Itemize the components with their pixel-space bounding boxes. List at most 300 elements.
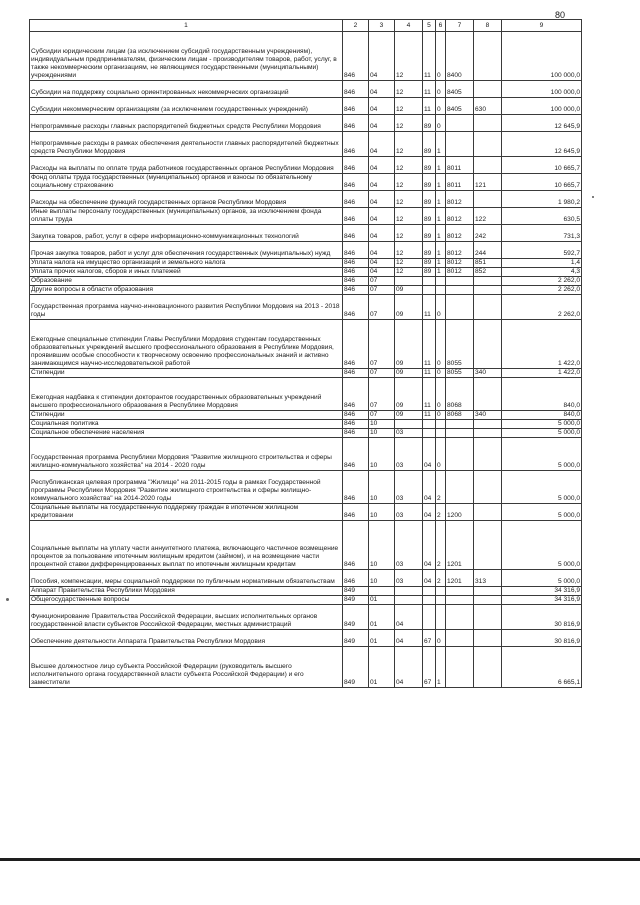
expense-type-cell: 244: [474, 242, 502, 259]
column-header: 2: [343, 20, 369, 32]
program-code-cell: [423, 429, 436, 438]
target-item-cell: 8012: [446, 208, 474, 225]
subprogram-code-cell: 1: [436, 174, 446, 191]
admin-code-cell: 846: [343, 504, 369, 521]
table-row: [30, 596, 582, 605]
column-header: 4: [395, 20, 423, 32]
expense-type-cell: [474, 429, 502, 438]
program-code-cell: 11: [423, 81, 436, 98]
amount-cell: 100 000,0: [502, 81, 582, 98]
target-item-cell: 8400: [446, 32, 474, 81]
amount-cell: 5 000,0: [502, 471, 582, 504]
section-code-cell: 04: [369, 208, 395, 225]
column-header: 9: [502, 20, 582, 32]
subsection-code-cell: 09: [395, 320, 423, 369]
subsection-code-cell: 03: [395, 504, 423, 521]
expense-type-cell: [474, 81, 502, 98]
program-code-cell: [423, 605, 436, 630]
subsection-code-cell: 03: [395, 438, 423, 471]
item-name-cell: Социальное обеспечение населения: [30, 429, 343, 438]
subsection-code-cell: [395, 420, 423, 429]
item-name-cell: Другие вопросы в области образования: [30, 286, 343, 295]
target-item-cell: [446, 596, 474, 605]
program-code-cell: 89: [423, 208, 436, 225]
program-code-cell: 89: [423, 132, 436, 157]
expense-type-cell: [474, 295, 502, 320]
item-name-cell: Обеспечение деятельности Аппарата Правительства Республики Мордовия: [30, 630, 343, 647]
target-item-cell: [446, 438, 474, 471]
column-header: 5: [423, 20, 436, 32]
section-code-cell: 04: [369, 268, 395, 277]
amount-cell: 30 816,9: [502, 605, 582, 630]
amount-cell: 630,5: [502, 208, 582, 225]
item-name-cell: Субсидии некоммерческим организациям (за исключением государственных учреждений): [30, 98, 343, 115]
target-item-cell: [446, 295, 474, 320]
subsection-code-cell: 04: [395, 605, 423, 630]
subprogram-code-cell: 0: [436, 81, 446, 98]
expense-type-cell: [474, 647, 502, 688]
table-row: [30, 378, 582, 411]
subsection-code-cell: 03: [395, 570, 423, 587]
admin-code-cell: 846: [343, 132, 369, 157]
item-name-cell: Стипендии: [30, 411, 343, 420]
subprogram-code-cell: 0: [436, 369, 446, 378]
section-code-cell: 07: [369, 411, 395, 420]
target-item-cell: [446, 420, 474, 429]
target-item-cell: 8012: [446, 268, 474, 277]
item-name-cell: Расходы на выплаты по оплате труда работников государственных органов Республики Мордовия: [30, 157, 343, 174]
subprogram-code-cell: [436, 596, 446, 605]
program-code-cell: 67: [423, 647, 436, 688]
target-item-cell: 1201: [446, 521, 474, 570]
item-name-cell: Социальная политика: [30, 420, 343, 429]
section-code-cell: 07: [369, 277, 395, 286]
subprogram-code-cell: 0: [436, 411, 446, 420]
section-code-cell: [369, 587, 395, 596]
section-code-cell: 04: [369, 191, 395, 208]
expense-type-cell: [474, 471, 502, 504]
admin-code-cell: 846: [343, 429, 369, 438]
subprogram-code-cell: 2: [436, 471, 446, 504]
item-name-cell: Ежегодная надбавка к стипендии докторантов государственных образовательных учреждений высшего профессионального образования в Республике Мордовия: [30, 378, 343, 411]
section-code-cell: 10: [369, 570, 395, 587]
admin-code-cell: 846: [343, 98, 369, 115]
expense-type-cell: [474, 320, 502, 369]
amount-cell: 1,4: [502, 259, 582, 268]
subsection-code-cell: 12: [395, 132, 423, 157]
section-code-cell: 10: [369, 438, 395, 471]
amount-cell: 5 000,0: [502, 429, 582, 438]
table-row: [30, 98, 582, 115]
target-item-cell: [446, 115, 474, 132]
table-row: [30, 242, 582, 259]
program-code-cell: 89: [423, 115, 436, 132]
admin-code-cell: 846: [343, 32, 369, 81]
subsection-code-cell: 09: [395, 378, 423, 411]
amount-cell: 840,0: [502, 378, 582, 411]
subprogram-code-cell: 1: [436, 132, 446, 157]
section-code-cell: 10: [369, 521, 395, 570]
subprogram-code-cell: 0: [436, 295, 446, 320]
subsection-code-cell: 12: [395, 115, 423, 132]
program-code-cell: 04: [423, 504, 436, 521]
target-item-cell: 8011: [446, 174, 474, 191]
target-item-cell: 8068: [446, 411, 474, 420]
target-item-cell: [446, 630, 474, 647]
section-code-cell: 01: [369, 596, 395, 605]
admin-code-cell: 846: [343, 81, 369, 98]
budget-table-container: [29, 19, 581, 688]
item-name-cell: Субсидии на поддержку социально ориентированных некоммерческих организаций: [30, 81, 343, 98]
subsection-code-cell: 04: [395, 630, 423, 647]
target-item-cell: [446, 587, 474, 596]
subprogram-code-cell: [436, 605, 446, 630]
amount-cell: 100 000,0: [502, 98, 582, 115]
admin-code-cell: 846: [343, 471, 369, 504]
expense-type-cell: 122: [474, 208, 502, 225]
section-code-cell: 07: [369, 286, 395, 295]
amount-cell: 2 262,0: [502, 286, 582, 295]
item-name-cell: Стипендии: [30, 369, 343, 378]
amount-cell: 10 665,7: [502, 174, 582, 191]
item-name-cell: Пособия, компенсации, меры социальной поддержки по публичным нормативным обязательствам: [30, 570, 343, 587]
section-code-cell: 10: [369, 471, 395, 504]
item-name-cell: Расходы на обеспечение функций государственных органов Республики Мордовия: [30, 191, 343, 208]
subprogram-code-cell: 0: [436, 630, 446, 647]
target-item-cell: [446, 429, 474, 438]
subsection-code-cell: 12: [395, 157, 423, 174]
subsection-code-cell: 09: [395, 286, 423, 295]
admin-code-cell: 846: [343, 268, 369, 277]
subprogram-code-cell: 1: [436, 242, 446, 259]
item-name-cell: Уплата прочих налогов, сборов и иных платежей: [30, 268, 343, 277]
program-code-cell: 89: [423, 268, 436, 277]
subsection-code-cell: 03: [395, 429, 423, 438]
subsection-code-cell: [395, 587, 423, 596]
admin-code-cell: 846: [343, 378, 369, 411]
admin-code-cell: 849: [343, 647, 369, 688]
program-code-cell: [423, 286, 436, 295]
table-row: [30, 504, 582, 521]
item-name-cell: Функционирование Правительства Российской Федерации, высших исполнительных органов государственной власти субъектов Российской Федерации, местных администраций: [30, 605, 343, 630]
target-item-cell: [446, 471, 474, 504]
admin-code-cell: 846: [343, 277, 369, 286]
item-name-cell: Аппарат Правительства Республики Мордовия: [30, 587, 343, 596]
item-name-cell: Государственная программа Республики Мордовия "Развитие жилищного строительства и сферы жилищно-коммунального хозяйства" на 2014 - 2020 годы: [30, 438, 343, 471]
program-code-cell: 04: [423, 521, 436, 570]
column-header: 7: [446, 20, 474, 32]
amount-cell: 6 665,1: [502, 647, 582, 688]
subsection-code-cell: 03: [395, 471, 423, 504]
program-code-cell: 11: [423, 32, 436, 81]
item-name-cell: Государственная программа научно-инновационного развития Республики Мордовия на 2013 - 2018 годы: [30, 295, 343, 320]
expense-type-cell: [474, 630, 502, 647]
scan-speck: [592, 196, 594, 198]
subprogram-code-cell: 2: [436, 521, 446, 570]
item-name-cell: Общегосударственные вопросы: [30, 596, 343, 605]
target-item-cell: 8405: [446, 98, 474, 115]
program-code-cell: 04: [423, 570, 436, 587]
amount-cell: 12 645,9: [502, 115, 582, 132]
section-code-cell: 10: [369, 429, 395, 438]
subsection-code-cell: 03: [395, 521, 423, 570]
table-row: [30, 521, 582, 570]
item-name-cell: Республиканская целевая программа "Жилище" на 2011-2015 годы в рамках Государственной программы Республики Мордовия "Развитие жилищного строительства и сферы жилищно-коммунального хозяйства" на 2014-2020 годы: [30, 471, 343, 504]
admin-code-cell: 846: [343, 225, 369, 242]
section-code-cell: 04: [369, 98, 395, 115]
item-name-cell: Фонд оплаты труда государственных (муниципальных) органов и взносы по обязательному социальному страхованию: [30, 174, 343, 191]
table-row: [30, 605, 582, 630]
subsection-code-cell: 12: [395, 225, 423, 242]
subprogram-code-cell: 1: [436, 191, 446, 208]
item-name-cell: Закупка товаров, работ, услуг в сфере информационно-коммуникационных технологий: [30, 225, 343, 242]
amount-cell: 5 000,0: [502, 504, 582, 521]
subsection-code-cell: 12: [395, 174, 423, 191]
subprogram-code-cell: 0: [436, 438, 446, 471]
item-name-cell: Социальные выплаты на государственную поддержку граждан в ипотечном жилищном кредитовании: [30, 504, 343, 521]
table-row: [30, 295, 582, 320]
table-row: [30, 420, 582, 429]
admin-code-cell: 846: [343, 259, 369, 268]
scan-speck: [6, 598, 9, 601]
page-bottom-rule: [0, 858, 640, 861]
subprogram-code-cell: 1: [436, 647, 446, 688]
table-row: [30, 630, 582, 647]
admin-code-cell: 846: [343, 438, 369, 471]
section-code-cell: 04: [369, 174, 395, 191]
section-code-cell: 04: [369, 225, 395, 242]
program-code-cell: [423, 596, 436, 605]
admin-code-cell: 849: [343, 596, 369, 605]
table-row: [30, 191, 582, 208]
item-name-cell: Иные выплаты персоналу государственных (муниципальных) органов, за исключением фонда оплаты труда: [30, 208, 343, 225]
admin-code-cell: 846: [343, 191, 369, 208]
section-code-cell: 04: [369, 115, 395, 132]
section-code-cell: 07: [369, 378, 395, 411]
table-row: [30, 174, 582, 191]
expense-type-cell: 242: [474, 225, 502, 242]
subprogram-code-cell: 1: [436, 208, 446, 225]
item-name-cell: Социальные выплаты на уплату части аннуитетного платежа, включающего частичное возмещение процентов за пользование ипотечным жилищным кредитом (займом), и на возмещение части процентной ставки дифференцированных выплат по ипотечным жилищным кредитам: [30, 521, 343, 570]
expense-type-cell: 340: [474, 369, 502, 378]
admin-code-cell: 846: [343, 320, 369, 369]
subprogram-code-cell: 0: [436, 378, 446, 411]
subsection-code-cell: 09: [395, 369, 423, 378]
target-item-cell: 8012: [446, 242, 474, 259]
target-item-cell: [446, 286, 474, 295]
program-code-cell: 89: [423, 157, 436, 174]
amount-cell: 731,3: [502, 225, 582, 242]
table-row: [30, 320, 582, 369]
item-name-cell: Непрограммные расходы в рамках обеспечения деятельности главных распорядителей бюджетных средств Республики Мордовия: [30, 132, 343, 157]
program-code-cell: [423, 420, 436, 429]
admin-code-cell: 846: [343, 157, 369, 174]
expense-type-cell: [474, 286, 502, 295]
section-code-cell: 04: [369, 132, 395, 157]
expense-type-cell: [474, 115, 502, 132]
table-row: [30, 570, 582, 587]
admin-code-cell: 846: [343, 208, 369, 225]
admin-code-cell: 846: [343, 242, 369, 259]
expense-type-cell: [474, 504, 502, 521]
program-code-cell: 89: [423, 191, 436, 208]
amount-cell: 5 000,0: [502, 420, 582, 429]
target-item-cell: 8405: [446, 81, 474, 98]
amount-cell: 2 262,0: [502, 277, 582, 286]
program-code-cell: 11: [423, 411, 436, 420]
subsection-code-cell: 12: [395, 259, 423, 268]
subsection-code-cell: 12: [395, 32, 423, 81]
amount-cell: 5 000,0: [502, 438, 582, 471]
table-row: [30, 429, 582, 438]
section-code-cell: 04: [369, 242, 395, 259]
table-row: [30, 259, 582, 268]
subprogram-code-cell: 0: [436, 115, 446, 132]
program-code-cell: 89: [423, 225, 436, 242]
program-code-cell: 67: [423, 630, 436, 647]
admin-code-cell: 846: [343, 411, 369, 420]
table-row: [30, 32, 582, 81]
expense-type-cell: [474, 596, 502, 605]
admin-code-cell: 846: [343, 174, 369, 191]
program-code-cell: 11: [423, 320, 436, 369]
table-row: [30, 115, 582, 132]
section-code-cell: 01: [369, 647, 395, 688]
program-code-cell: 89: [423, 174, 436, 191]
program-code-cell: 89: [423, 259, 436, 268]
program-code-cell: [423, 277, 436, 286]
subprogram-code-cell: [436, 277, 446, 286]
program-code-cell: 11: [423, 369, 436, 378]
target-item-cell: [446, 647, 474, 688]
section-code-cell: 10: [369, 420, 395, 429]
subprogram-code-cell: 1: [436, 157, 446, 174]
table-row: [30, 369, 582, 378]
item-name-cell: Прочая закупка товаров, работ и услуг для обеспечения государственных (муниципальных) нужд: [30, 242, 343, 259]
expense-type-cell: [474, 438, 502, 471]
admin-code-cell: 846: [343, 420, 369, 429]
expense-type-cell: [474, 587, 502, 596]
program-code-cell: 11: [423, 98, 436, 115]
section-code-cell: 04: [369, 81, 395, 98]
table-row: [30, 277, 582, 286]
subsection-code-cell: 04: [395, 647, 423, 688]
table-row: [30, 225, 582, 242]
program-code-cell: 89: [423, 242, 436, 259]
admin-code-cell: 846: [343, 286, 369, 295]
subprogram-code-cell: [436, 286, 446, 295]
expense-type-cell: [474, 605, 502, 630]
expense-type-cell: [474, 420, 502, 429]
subprogram-code-cell: 0: [436, 98, 446, 115]
expense-type-cell: [474, 277, 502, 286]
target-item-cell: 8011: [446, 157, 474, 174]
subsection-code-cell: 12: [395, 242, 423, 259]
item-name-cell: Уплата налога на имущество организаций и земельного налога: [30, 259, 343, 268]
expense-type-cell: 851: [474, 259, 502, 268]
target-item-cell: 8055: [446, 369, 474, 378]
section-code-cell: 01: [369, 630, 395, 647]
item-name-cell: Непрограммные расходы главных распорядителей бюджетных средств Республики Мордовия: [30, 115, 343, 132]
item-name-cell: Образование: [30, 277, 343, 286]
column-header: 6: [436, 20, 446, 32]
admin-code-cell: 846: [343, 521, 369, 570]
expense-type-cell: [474, 378, 502, 411]
subprogram-code-cell: 1: [436, 259, 446, 268]
amount-cell: 4,3: [502, 268, 582, 277]
subprogram-code-cell: 0: [436, 32, 446, 81]
table-row: [30, 286, 582, 295]
table-row: [30, 647, 582, 688]
subprogram-code-cell: 2: [436, 504, 446, 521]
target-item-cell: [446, 132, 474, 157]
subsection-code-cell: 12: [395, 191, 423, 208]
column-header: 8: [474, 20, 502, 32]
amount-cell: 12 645,9: [502, 132, 582, 157]
table-row: [30, 438, 582, 471]
expense-type-cell: 313: [474, 570, 502, 587]
subprogram-code-cell: 0: [436, 320, 446, 369]
subsection-code-cell: [395, 596, 423, 605]
target-item-cell: 1200: [446, 504, 474, 521]
subsection-code-cell: 12: [395, 81, 423, 98]
amount-cell: 592,7: [502, 242, 582, 259]
target-item-cell: 1201: [446, 570, 474, 587]
subprogram-code-cell: 2: [436, 570, 446, 587]
amount-cell: 30 816,9: [502, 630, 582, 647]
expense-type-cell: [474, 32, 502, 81]
subsection-code-cell: 09: [395, 295, 423, 320]
header-row: [30, 20, 582, 32]
program-code-cell: 04: [423, 471, 436, 504]
amount-cell: 5 000,0: [502, 570, 582, 587]
subprogram-code-cell: [436, 587, 446, 596]
table-row: [30, 268, 582, 277]
admin-code-cell: 849: [343, 605, 369, 630]
subsection-code-cell: 09: [395, 411, 423, 420]
amount-cell: 34 316,9: [502, 596, 582, 605]
section-code-cell: 04: [369, 259, 395, 268]
admin-code-cell: 846: [343, 570, 369, 587]
table-row: [30, 81, 582, 98]
item-name-cell: Высшее должностное лицо субъекта Российской Федерации (руководитель высшего исполнительного органа государственной власти субъекта Российской Федерации) и его заместители: [30, 647, 343, 688]
admin-code-cell: 846: [343, 115, 369, 132]
page-number: 80: [555, 10, 566, 20]
amount-cell: 1 422,0: [502, 320, 582, 369]
subprogram-code-cell: 1: [436, 268, 446, 277]
subprogram-code-cell: [436, 429, 446, 438]
table-row: [30, 157, 582, 174]
column-header: 3: [369, 20, 395, 32]
program-code-cell: 11: [423, 295, 436, 320]
subsection-code-cell: [395, 277, 423, 286]
section-code-cell: 04: [369, 157, 395, 174]
table-row: [30, 208, 582, 225]
expense-type-cell: [474, 157, 502, 174]
target-item-cell: 8012: [446, 191, 474, 208]
amount-cell: 840,0: [502, 411, 582, 420]
program-code-cell: 11: [423, 378, 436, 411]
amount-cell: 1 422,0: [502, 369, 582, 378]
table-row: [30, 132, 582, 157]
subprogram-code-cell: 1: [436, 225, 446, 242]
section-code-cell: 04: [369, 32, 395, 81]
target-item-cell: 8012: [446, 259, 474, 268]
amount-cell: 10 665,7: [502, 157, 582, 174]
section-code-cell: 07: [369, 369, 395, 378]
program-code-cell: [423, 587, 436, 596]
amount-cell: 34 316,9: [502, 587, 582, 596]
